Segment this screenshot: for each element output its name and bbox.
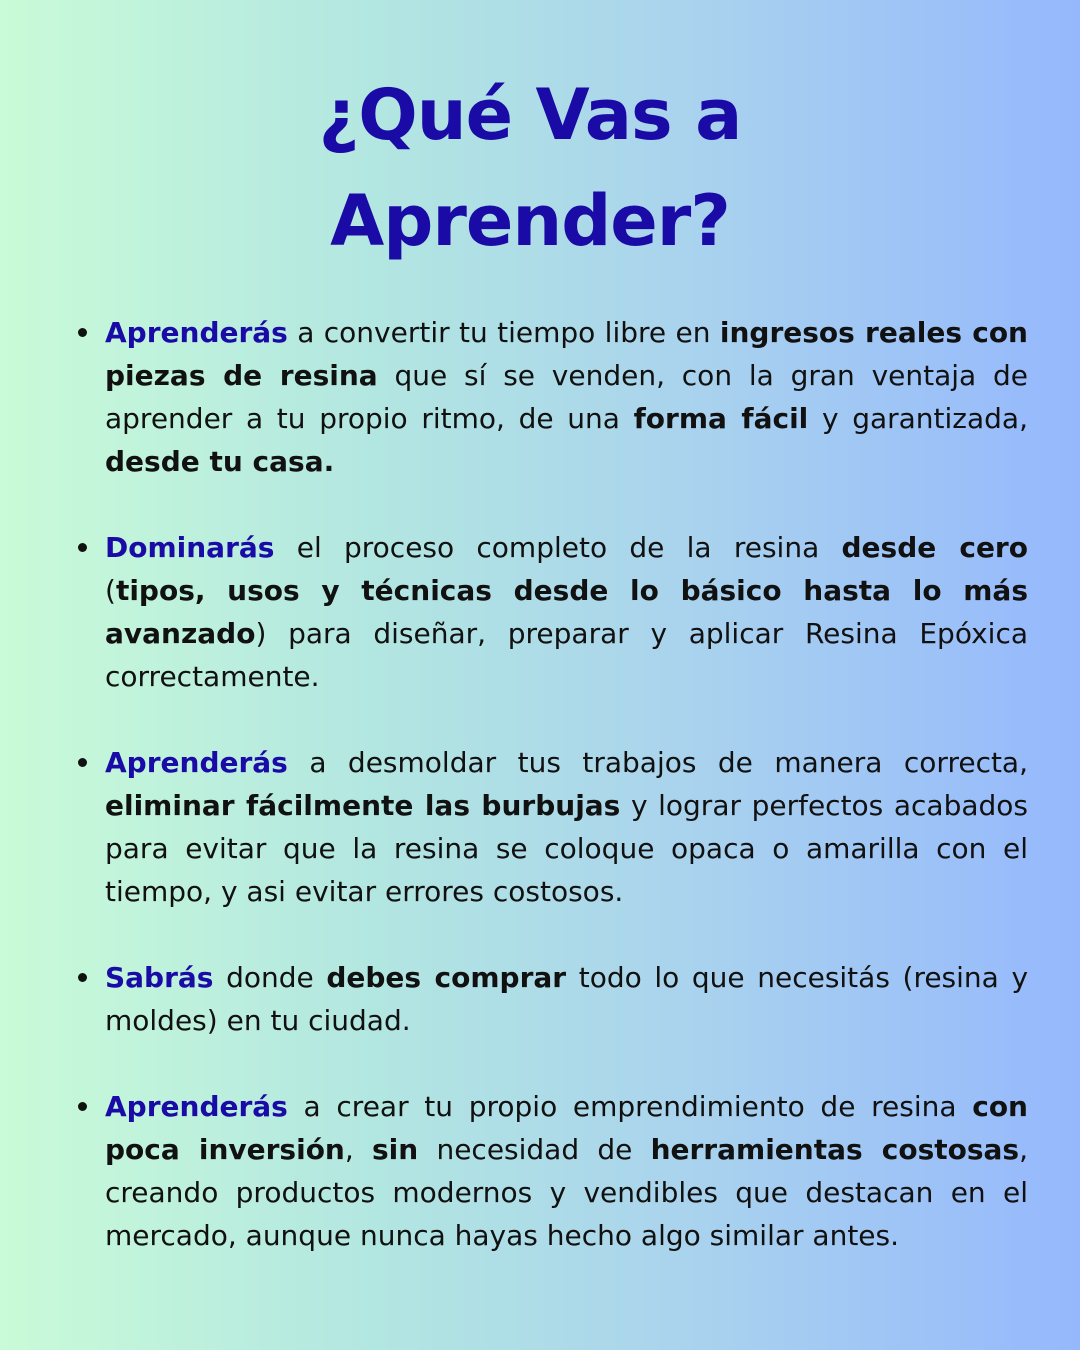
body-text: todo lo que necesitás (resina y moldes) en tu ciudad. [105,961,1029,1037]
learning-point-4 [105,956,1028,1042]
body-text: ( [105,574,116,607]
bold-phrase: eliminar fácilmente las burbujas [105,789,621,822]
learning-points-list [0,311,1080,1300]
learning-point-2 [105,526,1028,698]
body-text: y lograr perfectos acabados para evitar que la resina se coloque opaca o amarilla con el tiempo, y asi evitar errores costosos. [105,789,1029,908]
highlight-verb: Aprenderás [105,746,288,779]
highlight-verb: Aprenderás [105,1090,288,1123]
bold-phrase: desde cero [841,531,1028,564]
body-text: donde [213,961,327,994]
body-text: y garantizada, [808,402,1028,435]
highlight-verb: Dominarás [105,531,275,564]
body-text: , [344,1133,373,1166]
body-text: el proceso completo de la resina [274,531,842,564]
bold-phrase: debes comprar [326,961,567,994]
body-text: a crear tu propio emprendimiento de resina [287,1090,973,1123]
learning-point-1 [105,311,1028,483]
body-text: a convertir tu tiempo libre en [287,316,720,349]
body-text: , creando productos modernos y vendibles que destacan en el mercado, aunque nunca hayas hecho algo similar antes. [105,1133,1028,1252]
bold-phrase: tipos, usos y técnicas desde lo básico hasta lo más avanzado [105,574,1028,650]
bold-phrase: forma fácil [633,402,809,435]
highlight-verb: Sabrás [105,961,214,994]
bold-phrase: herramientas costosas [650,1133,1020,1166]
bold-phrase: con poca inversión [105,1090,1028,1166]
title-line-1: ¿Qué Vas a [318,74,742,156]
bold-phrase: sin [372,1133,419,1166]
learning-point-5 [105,1085,1028,1257]
body-text: que sí se venden, con la gran ventaja de aprender a tu propio ritmo, de una [105,359,1028,435]
body-text: a desmoldar tus trabajos de manera correcta, [287,746,1028,779]
learning-point-3 [105,741,1028,913]
bold-phrase: ingresos reales con piezas de resina [105,316,1028,392]
page-title [230,62,830,274]
title-line-2: Aprender? [330,180,730,262]
body-text: necesidad de [418,1133,651,1166]
highlight-verb: Aprenderás [105,316,288,349]
body-text: ) para diseñar, preparar y aplicar Resina Epóxica correctamente. [105,617,1028,693]
bold-phrase: desde tu casa. [105,445,335,478]
